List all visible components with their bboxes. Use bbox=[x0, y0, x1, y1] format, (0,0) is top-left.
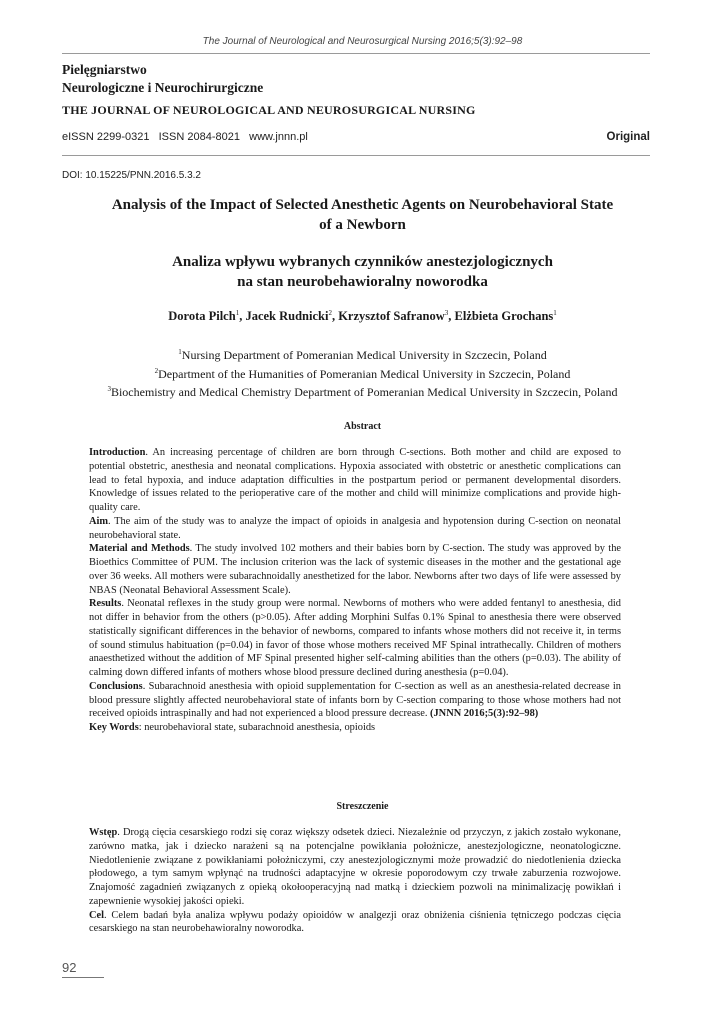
author-list bbox=[62, 309, 663, 324]
affiliation: $^2$Department of the Humanities of Pomeranian Medical University in Szczecin, Poland bbox=[154, 366, 571, 381]
journal-name-polish-line-2: Neurologiczne i Neurochirurgiczne bbox=[62, 80, 264, 95]
article-title-polish-line-1: Analiza wpływu wybranych czynników anestezjologicznych bbox=[172, 254, 553, 270]
streszczenie-paragraph-cel: Cel. Celem badań była analiza wpływu podaży opioidów w analgezji oraz obniżenia ciśnienia tętniczego podczas cięcia cesarskiego na stan neurobehawioralny noworodka. bbox=[89, 909, 621, 935]
page-number-rule bbox=[62, 977, 104, 978]
article-title-polish bbox=[80, 252, 645, 292]
abstract-paragraph-keywords: Key Words: neurobehavioral state, subarachnoid anesthesia, opioids bbox=[89, 722, 376, 733]
issn-rule bbox=[62, 155, 650, 156]
article-title-english-line-1: Analysis of the Impact of Selected Anesthetic Agents on Neurobehavioral State bbox=[111, 197, 614, 213]
abstract-paragraph-conclusions: Conclusions. Subarachnoid anesthesia with opioid supplementation for C-section as well as an anesthesia-related decrease in blood pressure slightly affected neurobehavioral state of infants born by C-section comparing to those whose mothers had not received opioids intraspinally and had not experienced a blood pressure decrease. (JNNN 2016;5(3):92–98) bbox=[89, 680, 621, 720]
abstract-paragraph-introduction: Introduction. An increasing percentage of children are born through C-sections. Both mother and child are exposed to potential obstetric, anesthesia and neonatal complications. Hypoxia associated with obstetric or anesthetic complications can lead to fetal hypoxia, and induce adaptation difficulties in the postpartum period or permanent developmental disorders. Knowledge of issues related to the perioperative care of the mother and child will minimize complications and provide high-quality care. bbox=[89, 447, 621, 513]
abstract-body bbox=[89, 446, 621, 735]
streszczenie-paragraph-wstep: Wstęp. Drogą cięcia cesarskiego rodzi się coraz większy odsetek dzieci. Niezależnie od przyczyn, z jakich zostało wykonane, zarówno matka, jak i dziecko narażeni są na potencjalne powikłania położnicze, anestezjologiczne, neonatologiczne. Niedotlenienie związane z powikłaniami położniczymi, czy anestezjologicznymi może prowadzić do niedotlenienia dziecka płodowego, a tym samym wpłynąć na trudności adaptacyjne w okresie poporodowym czy trwałe zaburzenia rozwojowe. Znajomość zagadnień związanych z opieką okołooperacyjną nad matką i dzieckiem pozwoli na minimalizację powikłań i zapewnienie wysokiej jakości opieki. bbox=[89, 827, 621, 907]
streszczenie-heading: Streszczenie bbox=[336, 801, 389, 812]
citation: (JNNN 2016;5(3):92–98) bbox=[430, 708, 539, 720]
author: Jacek Rudnicki$^2$, bbox=[245, 309, 339, 324]
author: Dorota Pilch$^1$, bbox=[168, 309, 246, 324]
doi: DOI: 10.15225/PNN.2016.5.3.2 bbox=[62, 170, 201, 181]
article-title-polish-line-2: na stan neurobehawioralny noworodka bbox=[237, 274, 488, 290]
author: Krzysztof Safranow$^3$, bbox=[338, 309, 455, 324]
abstract-paragraph-methods: Material and Methods. The study involved 102 mothers and their babies born by C-section. The study was approved by the Bioethics Committee of PUM. The inclusion criterion was the lack of systemic diseases in the mother and the gestational age over 36 weeks. All mothers were subarachnoidally anesthetized for the labor. Newborns after two days of life were assessed by NBAS (Neonatal Behavioral Assessment Scale). bbox=[89, 543, 621, 596]
journal-name-english: THE JOURNAL OF NEUROLOGICAL AND NEUROSURGICAL NURSING bbox=[62, 103, 476, 117]
journal-name-polish-line-1: Pielęgniarstwo bbox=[62, 62, 147, 77]
affiliation: $^1$Nursing Department of Pomeranian Medical University in Szczecin, Poland bbox=[178, 348, 547, 362]
header-rule bbox=[62, 53, 650, 54]
streszczenie-body bbox=[89, 826, 621, 936]
page-number: 92 bbox=[62, 960, 77, 975]
article-title-english-line-2: of a Newborn bbox=[319, 217, 406, 233]
affiliation: $^3$Biochemistry and Medical Chemistry Department of Pomeranian Medical University in Szczecin, Poland bbox=[107, 385, 618, 399]
article-title-english bbox=[80, 195, 645, 235]
abstract-heading: Abstract bbox=[343, 421, 382, 432]
affiliations bbox=[62, 345, 663, 401]
author: Elżbieta Grochans$^1$ bbox=[454, 309, 557, 324]
running-head: The Journal of Neurological and Neurosurgical Nursing 2016;5(3):92–98 bbox=[202, 36, 523, 47]
article-type-label: Original bbox=[606, 131, 650, 143]
issn-info: eISSN 2299-0321 ISSN 2084-8021 www.jnnn.pl bbox=[62, 131, 308, 143]
abstract-paragraph-aim: Aim. The aim of the study was to analyze the impact of opioids in analgesia and hypotension during C-section on neonatal neurobehavioral state. bbox=[89, 515, 621, 541]
journal-name-polish bbox=[62, 61, 263, 97]
abstract-paragraph-results: Results. Neonatal reflexes in the study group were normal. Newborns of mothers who were added fentanyl to anesthesia, did not differ in behavior from the others (p>0.05). After adding Morphini Sulfas 0.1% Spinal to anesthesia there were observed statistically significant differences in the behavior of newborns, compared to infants whose mothers did not receive it, in terms of sound stimulus habituation (p=0.04) in favor of those whose mothers received MF Spinal intrathecally. Children of mothers anaesthetized without the addition of MF Spinal presented higher self-calming abilities than the others (p=0.03). The ability of calming down differed infants of mothers whose blood pressure declined during anesthesia (p=0.04). bbox=[89, 598, 621, 678]
issn-row bbox=[62, 131, 650, 143]
